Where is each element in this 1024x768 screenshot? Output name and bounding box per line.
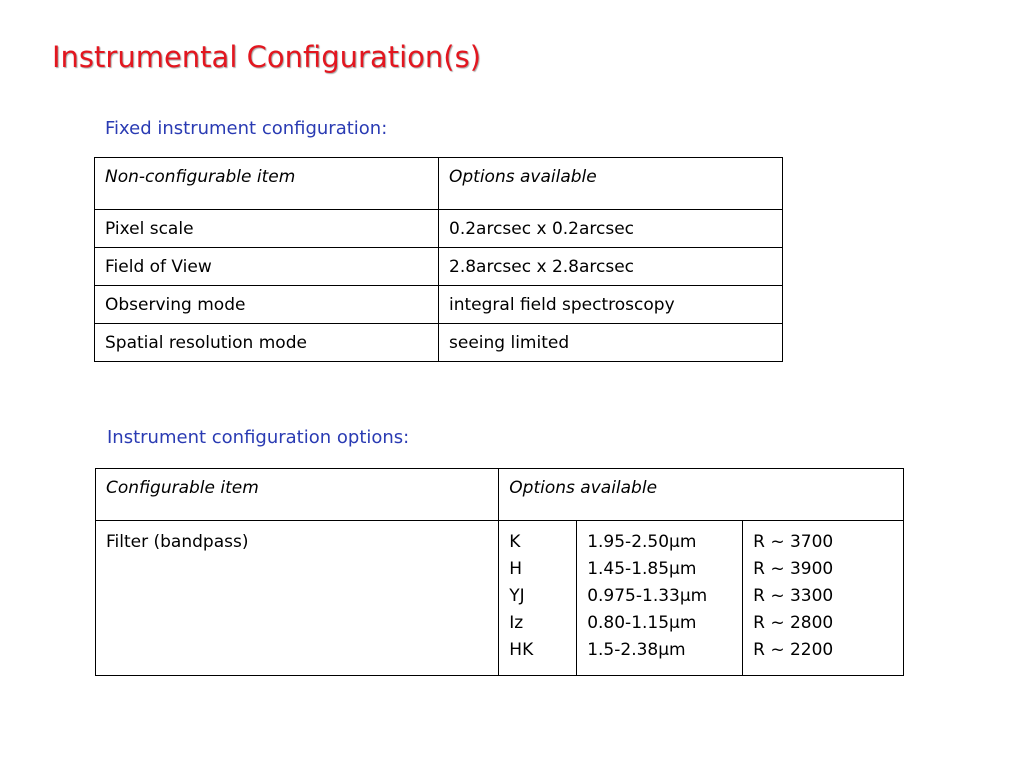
row-option-value: integral field spectroscopy (439, 286, 783, 324)
filter-resolution: R ~ 3900 (753, 559, 834, 579)
row-item-label: Pixel scale (95, 210, 439, 248)
table-row (96, 521, 904, 676)
row-item-label: Spatial resolution mode (95, 324, 439, 362)
config-options-heading: Instrument configuration options: (107, 427, 410, 448)
filter-band: K (509, 532, 521, 552)
table-header-row (96, 469, 904, 521)
column-header-item: Configurable item (96, 469, 499, 521)
filter-band-cell (499, 521, 577, 676)
filter-band: HK (509, 640, 534, 660)
column-header-options: Options available (439, 158, 783, 210)
filter-range: 0.80-1.15µm (587, 613, 697, 633)
column-header-options: Options available (499, 469, 904, 521)
filter-band: Iz (509, 613, 524, 633)
table-row (95, 248, 783, 286)
filter-resolution: R ~ 3700 (753, 532, 834, 552)
table-row (95, 324, 783, 362)
filter-resolution: R ~ 3300 (753, 586, 834, 606)
fixed-config-heading: Fixed instrument configuration: (105, 118, 388, 139)
filter-band: H (509, 559, 523, 579)
filter-range: 1.45-1.85µm (587, 559, 697, 579)
filter-range: 1.5-2.38µm (587, 640, 686, 660)
filter-resolution: R ~ 2800 (753, 613, 834, 633)
filter-range: 0.975-1.33µm (587, 586, 708, 606)
fixed-config-table (94, 157, 783, 362)
row-item-label: Field of View (95, 248, 439, 286)
row-option-value: seeing limited (439, 324, 783, 362)
filter-resolution: R ~ 2200 (753, 640, 834, 660)
config-options-table (95, 468, 904, 676)
filter-range: 1.95-2.50µm (587, 532, 697, 552)
filter-band: YJ (509, 586, 525, 606)
filter-resolution-cell (743, 521, 904, 676)
column-header-item: Non-configurable item (95, 158, 439, 210)
row-option-value: 0.2arcsec x 0.2arcsec (439, 210, 783, 248)
table-header-row (95, 158, 783, 210)
page-title: Instrumental Configuration(s) (52, 40, 482, 74)
table-row (95, 210, 783, 248)
table-row (95, 286, 783, 324)
row-item-label: Filter (bandpass) (96, 521, 499, 676)
row-option-value: 2.8arcsec x 2.8arcsec (439, 248, 783, 286)
row-item-label: Observing mode (95, 286, 439, 324)
filter-range-cell (577, 521, 743, 676)
